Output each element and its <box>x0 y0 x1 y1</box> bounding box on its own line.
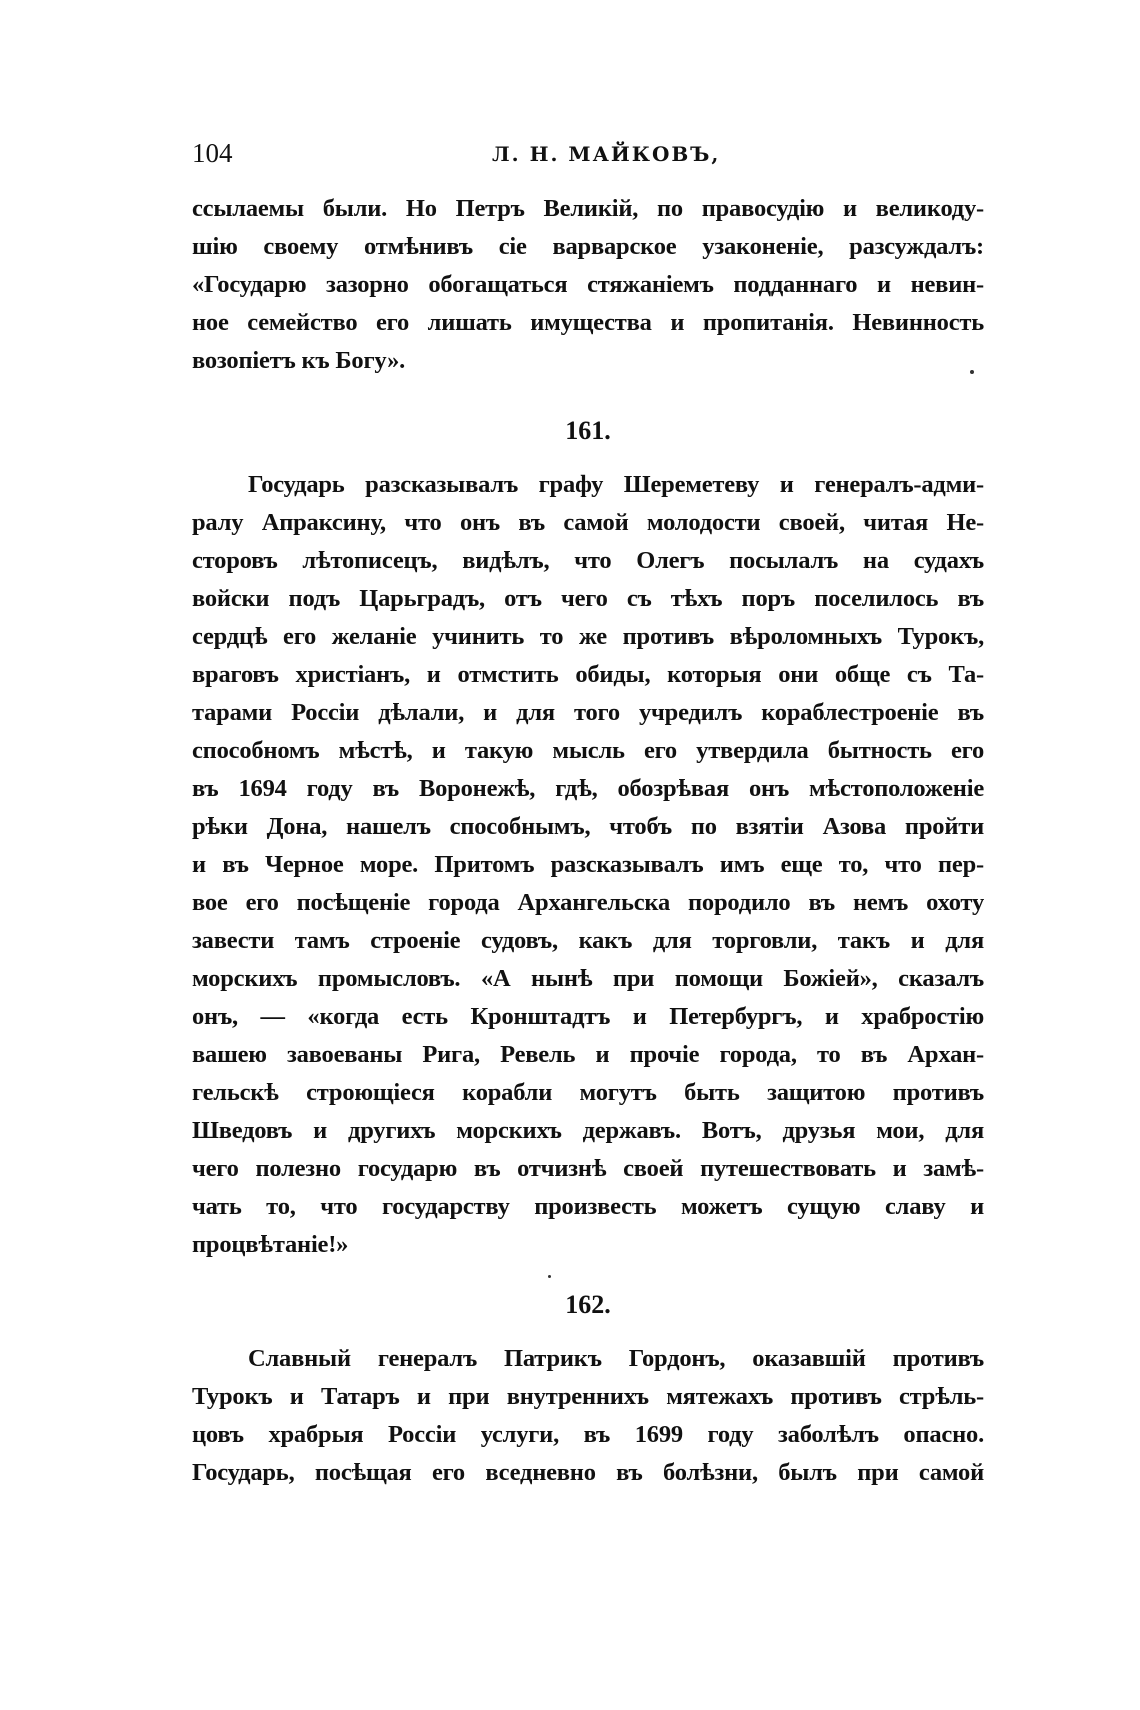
entry-number-161: 161. <box>565 416 611 445</box>
text-line: способномъ мѣстѣ, и такую мысль его утвердила бытность его <box>192 737 984 764</box>
text-line: враговъ христіанъ, и отмстить обиды, которыя они обще съ Та- <box>192 661 984 688</box>
text-line: тарами Россіи дѣлали, и для того учредилъ кораблестроеніе въ <box>192 699 984 726</box>
page-number: 104 <box>192 138 233 168</box>
running-head: Л. Н. МАЙКОВЪ, <box>492 142 721 166</box>
text-line: шію своему отмѣнивъ сіе варварское узаконеніе, разсуждалъ: <box>192 233 984 260</box>
text-line: чего полезно государю въ отчизнѣ своей путешествовать и замѣ- <box>192 1155 984 1182</box>
text-line: онъ, — «когда есть Кронштадтъ и Петербургъ, и храбростію <box>192 1003 984 1030</box>
text-line: вашею завоеваны Рига, Ревель и прочіе города, то въ Архан- <box>192 1041 984 1068</box>
text-line: войски подъ Царьградъ, отъ чего съ тѣхъ поръ поселилось въ <box>192 585 984 612</box>
entry-162-paragraph <box>192 1340 984 1492</box>
text-line: Славный генералъ Патрикъ Гордонъ, оказавшій противъ <box>248 1345 984 1372</box>
text-line: завести тамъ строеніе судовъ, какъ для торговли, такъ и для <box>192 927 984 954</box>
text-line: Шведовъ и другихъ морскихъ державъ. Вотъ, друзья мои, для <box>192 1117 984 1144</box>
page-header <box>192 138 992 178</box>
text-line: сторовъ лѣтописецъ, видѣлъ, что Олегъ посылалъ на судахъ <box>192 547 984 574</box>
text-line: гельскѣ строющіеся корабли могутъ быть защитою противъ <box>192 1079 984 1106</box>
text-line: морскихъ промысловъ. «А нынѣ при помощи Божіей», сказалъ <box>192 965 984 992</box>
text-line: Турокъ и Татаръ и при внутреннихъ мятежахъ противъ стрѣль- <box>192 1383 984 1410</box>
text-line: «Государю зазорно обогащаться стяжаніемъ подданнаго и невин- <box>192 271 984 298</box>
text-line: процвѣтаніе!» <box>192 1231 349 1258</box>
intro-paragraph <box>192 190 984 380</box>
print-speck <box>548 1275 551 1278</box>
text-line: Государь разсказывалъ графу Шереметеву и генералъ-адми- <box>248 471 984 498</box>
text-line: ралу Апраксину, что онъ въ самой молодости своей, читая Не- <box>192 509 984 536</box>
text-line: Государь, посѣщая его вседневно въ болѣзни, былъ при самой <box>192 1459 984 1486</box>
entry-161-paragraph <box>192 466 984 1264</box>
text-line: цовъ храбрыя Россіи услуги, въ 1699 году заболѣлъ опасно. <box>192 1421 984 1448</box>
text-line: чать то, что государству произвесть можетъ сущую славу и <box>192 1193 984 1220</box>
text-line: ное семейство его лишать имущества и пропитанія. Невинность <box>192 309 984 336</box>
text-line: въ 1694 году въ Воронежѣ, гдѣ, обозрѣвая онъ мѣстоположеніе <box>192 775 984 802</box>
text-line: рѣки Дона, нашелъ способнымъ, чтобъ по взятіи Азова пройти <box>192 813 984 840</box>
text-line: и въ Черное море. Притомъ разсказывалъ имъ еще то, что пер- <box>192 851 984 878</box>
print-speck <box>970 370 974 374</box>
text-line: сердцѣ его желаніе учинить то же противъ вѣроломныхъ Турокъ, <box>192 623 984 650</box>
text-line: возопіетъ къ Богу». <box>192 347 406 374</box>
text-line: ссылаемы были. Но Петръ Великій, по правосудію и великоду- <box>192 195 984 222</box>
entry-number-162: 162. <box>565 1290 611 1319</box>
text-line: вое его посѣщеніе города Архангельска породило въ немъ охоту <box>192 889 984 916</box>
